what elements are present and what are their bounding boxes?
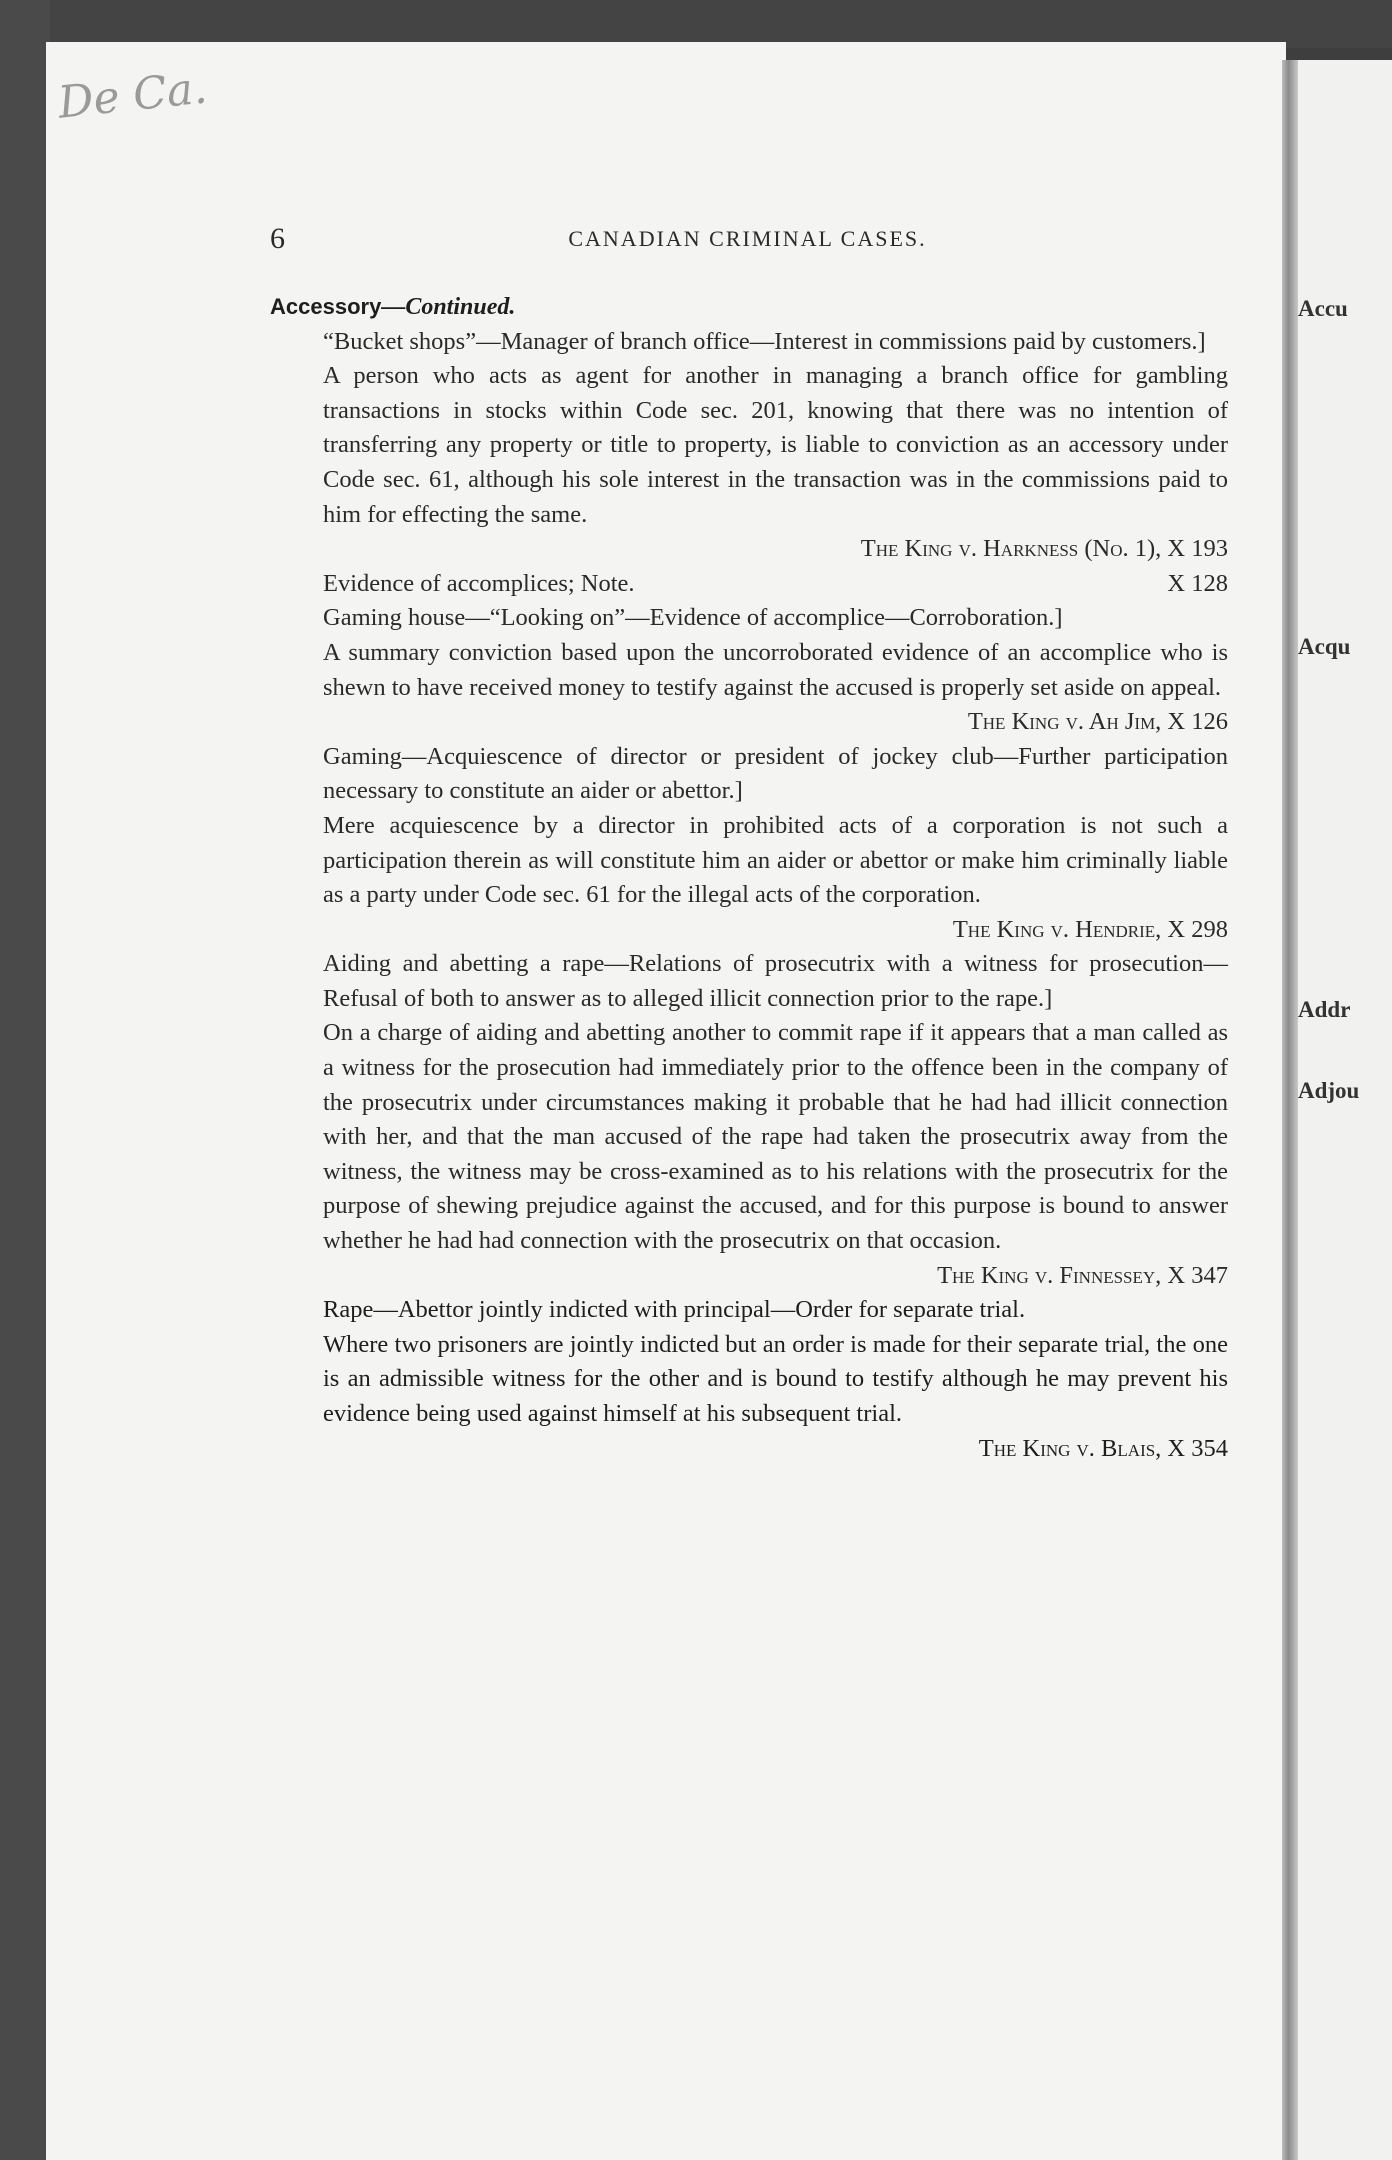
heading-title: Accessory [270,294,382,319]
entry-topic: Gaming house—“Looking on”—Evidence of accomplice—Corroboration.] [323,604,1063,632]
running-title: CANADIAN CRIMINAL CASES. [568,226,927,251]
index-entry [323,947,1228,1293]
entry-summary: Where two prisoners are jointly indicted but an order is made for their separate trial, the one is an admissible witness for the other and is bound to testify although he may prevent his evidence being used against himself at his subsequent trial. [323,1330,1228,1427]
margin-note: De Ca. [55,62,210,129]
case-citation: The King v. Hendrie, X 298 [952,915,1228,943]
facing-page-heading: Acqu [1298,634,1351,659]
entry-summary: Mere acquiescence by a director in prohibited acts of a corporation is not such a participation therein as will constitute him an aider or abettor or make him criminally liable as a party under Code sec. 61 for the illegal acts of the corporation. [323,811,1228,909]
book-spine [1282,60,1298,2160]
page-header [270,222,1225,262]
index-reference [323,567,1228,602]
section-heading [270,290,1228,325]
entry-topic: Gaming—Acquiescence of director or president of jockey club—Further participation necessary to constitute an aider or abettor.] [323,742,1228,805]
index-entry [323,740,1228,948]
case-citation: The King v. Blais, X 354 [978,1434,1228,1462]
entry-topic: Aiding and abetting a rape—Relations of prosecutrix with a witness for prosecution—Refusal of both to answer as to alleged illicit connection prior to the rape.] [323,950,1228,1012]
book-cover-edge [0,0,50,2160]
entry-summary: A summary conviction based upon the uncorroborated evidence of an accomplice who is shewn to have received money to testify against the accused is properly set aside on appeal. [323,638,1228,701]
case-citation: The King v. Ah Jim, X 126 [967,708,1228,736]
entry-summary: On a charge of aiding and abetting another to commit rape if it appears that a man called as a witness for the prosecution had immediately prior to the offence been in the company of the prosecutrix under circumstances making it probable that he had had illicit connection with her, and that the man accused of the rape had taken the prosecutrix away from the witness, the witness may be cross-examined as to his relations with the prosecutrix for the purpose of shewing prejudice against the accused, and for this purpose is bound to answer whether he had had connection with the prosecutrix on that occasion. [323,1019,1228,1255]
facing-page-heading: Accu [1298,296,1348,321]
index-entry [323,601,1228,739]
facing-page [1298,60,1392,2160]
index-entry [323,1293,1228,1466]
facing-page-heading: Adjou [1298,1078,1360,1103]
scanner-border-top [0,0,1392,48]
entry-summary: A person who acts as agent for another in managing a branch office for gambling transactions in stocks within Code sec. 201, knowing that there was no intention of transferring any property or title to property, is liable to conviction as an accessory under Code sec. 61, although his sole interest in the transaction was in the commissions paid to him for effecting the same. [323,362,1228,528]
page-number: 6 [270,222,285,255]
facing-page-heading: Addr [1298,997,1351,1022]
reference-text: Evidence of accomplices; Note. [323,569,635,597]
index-content [270,290,1228,1466]
case-citation: The King v. Harkness (No. 1), X 193 [860,535,1228,563]
entry-topic: Rape—Abettor jointly indicted with principal—Order for separate trial. [323,1296,1026,1324]
heading-continued: —Continued. [381,294,516,320]
entry-topic: “Bucket shops”—Manager of branch office—Interest in commissions paid by customers.] [323,327,1206,355]
reference-cite: X 128 [1167,569,1228,597]
index-entry [323,325,1228,567]
case-citation: The King v. Finnessey, X 347 [937,1261,1228,1289]
